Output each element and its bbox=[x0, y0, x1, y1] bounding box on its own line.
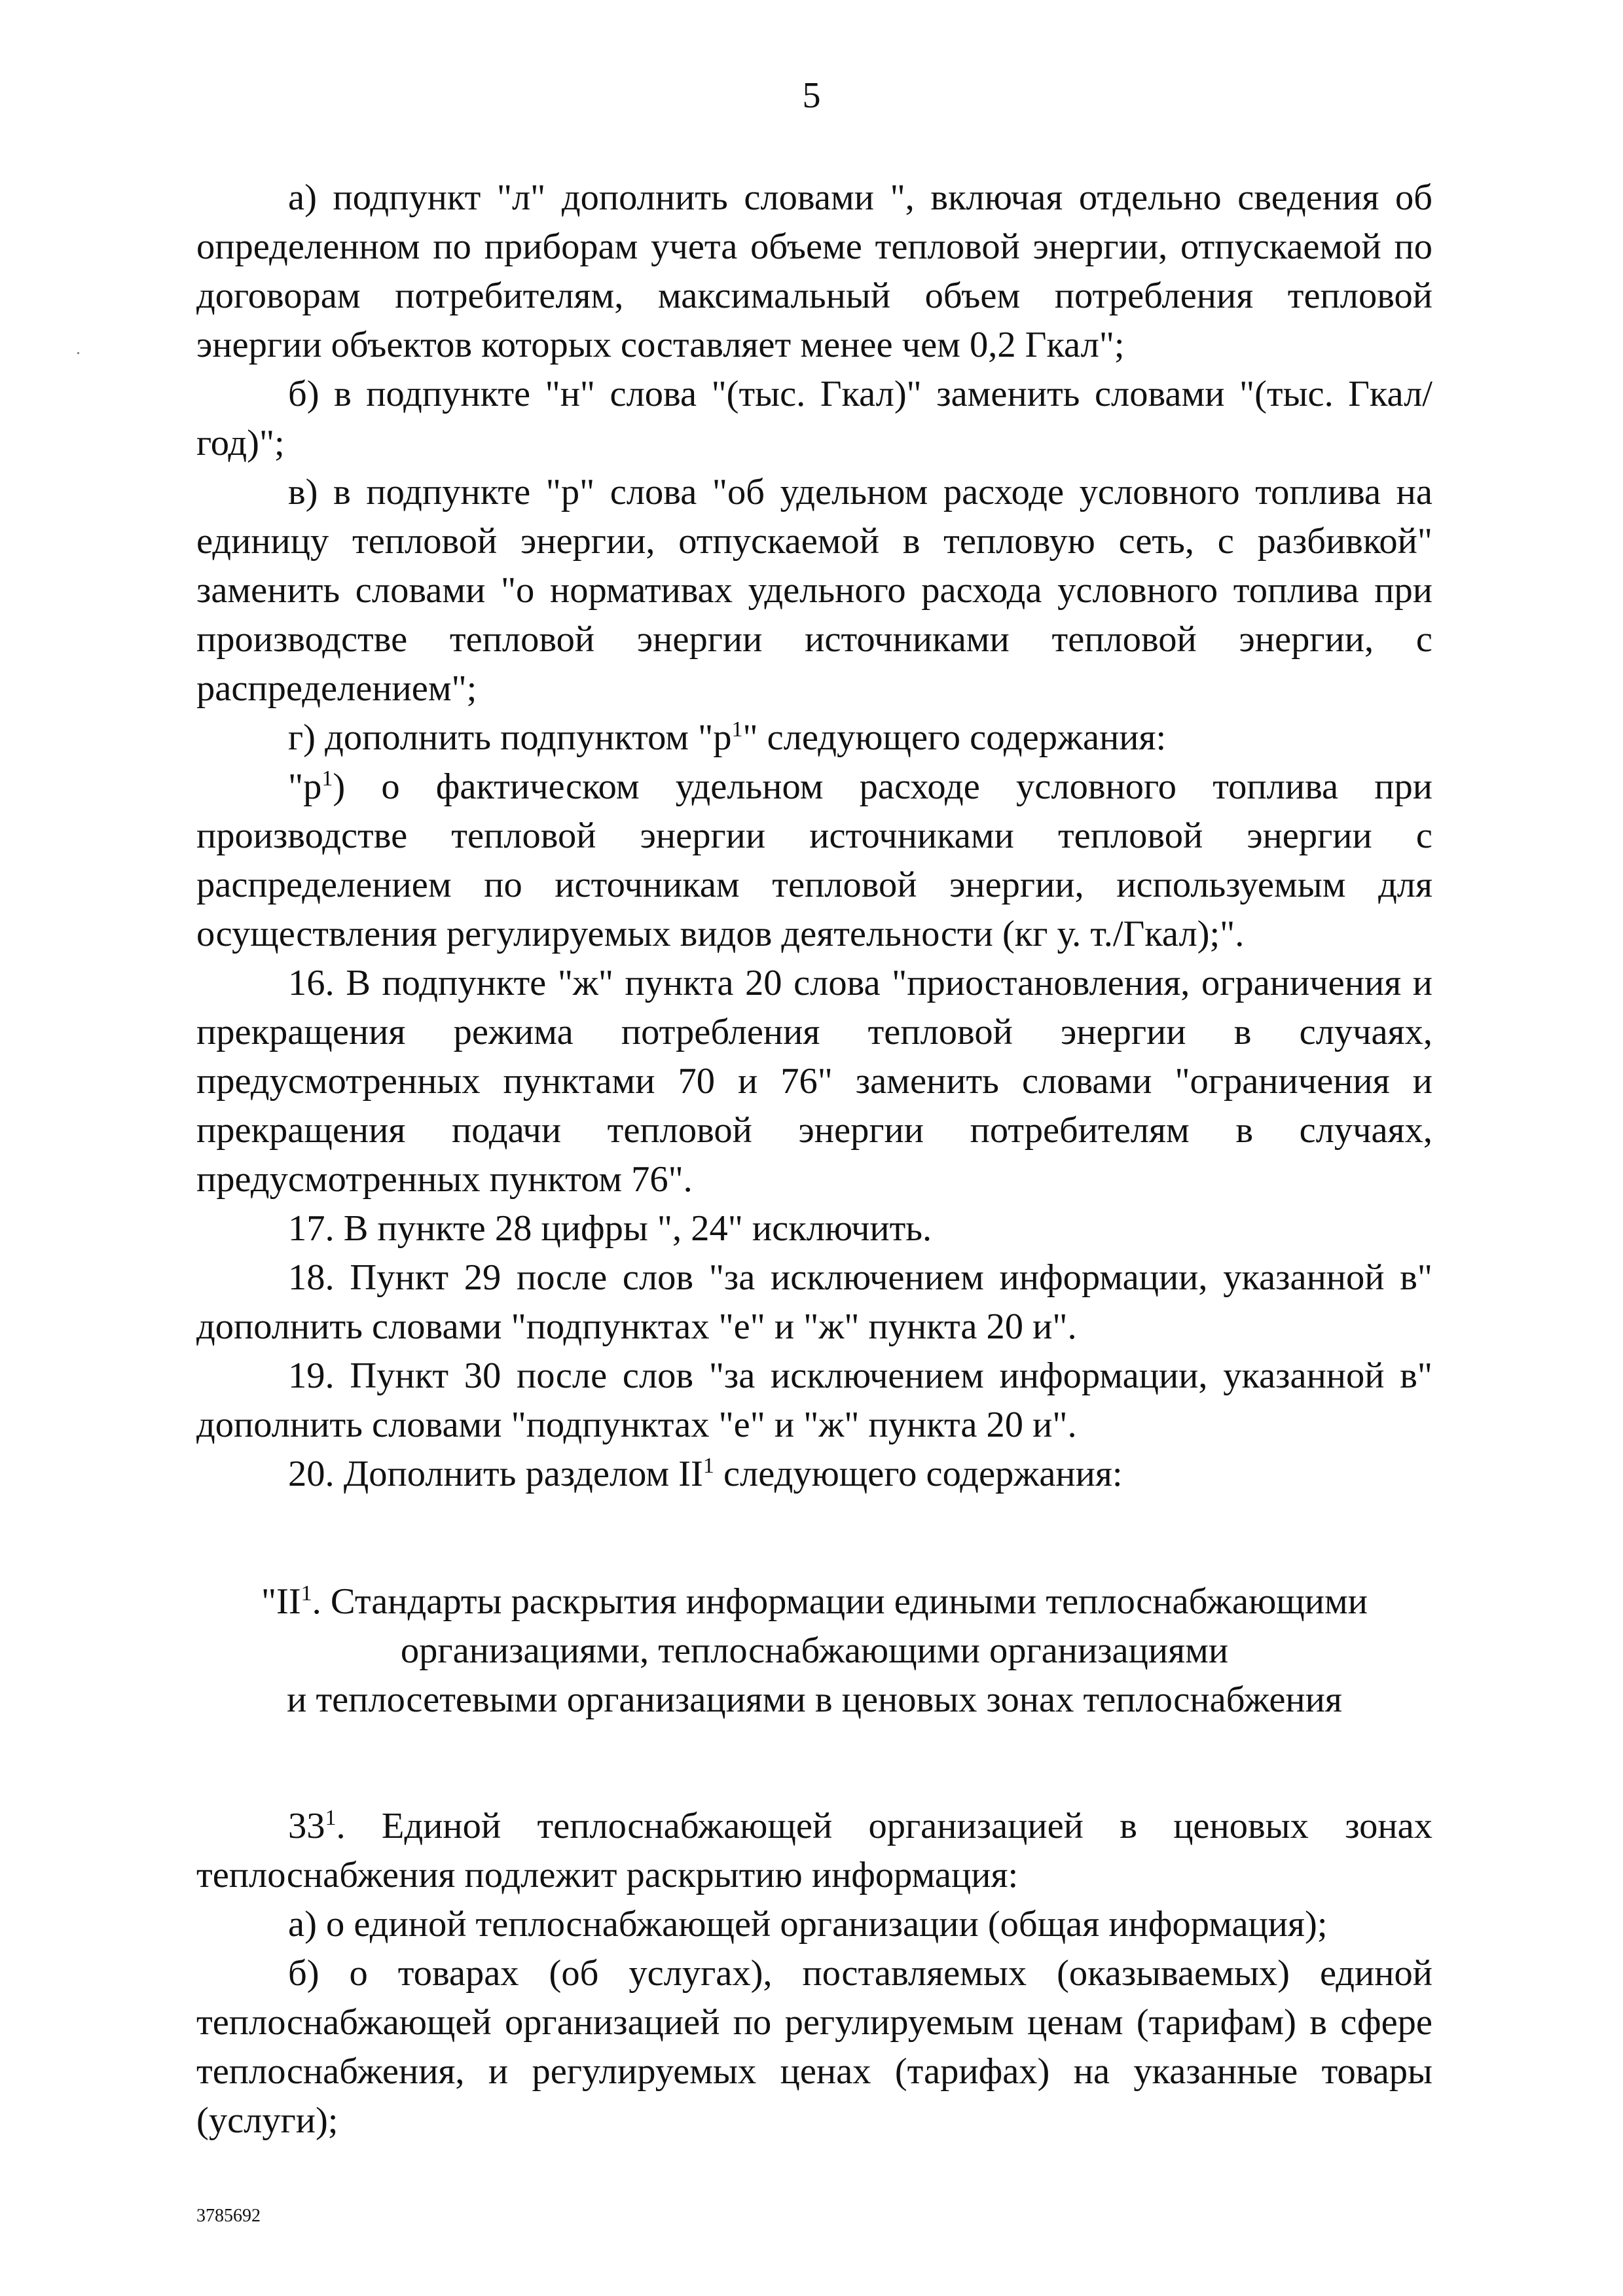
paragraph-33-a: а) о единой теплоснабжающей организации (общая информация); bbox=[288, 1904, 1328, 1945]
superscript-one: 1 bbox=[731, 717, 743, 742]
paragraph-33-1 bbox=[196, 1802, 1432, 1900]
paragraph-item-17: 17. В пункте 28 цифры ", 24" исключить. bbox=[288, 1208, 932, 1249]
paragraph-b-subpoint-n: б) в подпункте "н" слова "(тыс. Гкал)" заменить словами "(тыс. Гкал/год)"; bbox=[196, 374, 1432, 463]
paragraph-r1-text-end: ) о фактическом удельном расходе условного топлива при производстве тепловой энергии источниками тепловой энергии с распределением по источникам тепловой энергии, используемым для осуществления регулируемых видов деятельности (кг у. т./Гкал);". bbox=[196, 766, 1432, 954]
paragraph-g-add-subpoint bbox=[196, 713, 1432, 762]
paragraph-item-18: 18. Пункт 29 после слов "за исключением информации, указанной в" дополнить словами "подпунктах "е" и "ж" пункта 20 и". bbox=[196, 1257, 1432, 1347]
paragraph-33-number: 33 bbox=[288, 1806, 325, 1846]
heading-line-1-end: . Стандарты раскрытия информации едиными теплоснабжающими bbox=[312, 1581, 1368, 1622]
paragraph-r1-subpoint bbox=[196, 762, 1432, 959]
paragraph-r1-text-start: "р bbox=[288, 766, 322, 807]
section-heading-line-3: и теплосетевыми организациями в ценовых зонах теплоснабжения bbox=[287, 1679, 1342, 1720]
paragraph-v-subpoint-r: в) в подпункте "р" слова "об удельном расходе условного топлива на единицу тепловой энергии, отпускаемой в тепловую сеть, с разбивкой" заменить словами "о нормативах удельного расхода условного топлива при производстве тепловой энергии источниками тепловой энергии, с распределением"; bbox=[196, 472, 1432, 709]
paragraph-20-text-start: 20. Дополнить разделом II bbox=[288, 1454, 703, 1494]
paragraph-g-text-start: г) дополнить подпунктом "р bbox=[288, 717, 732, 758]
paragraph-20-text-end: следующего содержания: bbox=[714, 1454, 1123, 1494]
scan-speck bbox=[77, 352, 79, 354]
heading-line-1-start: "II bbox=[261, 1581, 301, 1622]
paragraph-item-20 bbox=[196, 1450, 1432, 1499]
superscript-one: 1 bbox=[325, 1806, 337, 1831]
paragraph-33-b: б) о товарах (об услугах), поставляемых (оказываемых) единой теплоснабжающей организацией по регулируемым ценам (тарифам) в сфере теплоснабжения, и регулируемых ценах (тарифах) на указанные товары (услуги); bbox=[196, 1953, 1432, 2141]
document-code: 3785692 bbox=[196, 2206, 261, 2226]
superscript-one: 1 bbox=[321, 766, 333, 791]
paragraph-item-19: 19. Пункт 30 после слов "за исключением информации, указанной в" дополнить словами "подпунктах "е" и "ж" пункта 20 и". bbox=[196, 1355, 1432, 1445]
section-heading-line-2: организациями, теплоснабжающими организациями bbox=[400, 1630, 1229, 1671]
paragraph-33-text: . Единой теплоснабжающей организацией в ценовых зонах теплоснабжения подлежит раскрытию информация: bbox=[196, 1806, 1432, 1895]
superscript-one: 1 bbox=[301, 1581, 312, 1606]
section-heading-line-1 bbox=[196, 1577, 1432, 1626]
document-body bbox=[196, 173, 1432, 2145]
paragraph-a-subpoint-l: а) подпункт "л" дополнить словами ", включая отдельно сведения об определенном по приборам учета объеме тепловой энергии, отпускаемой по договорам потребителям, максимальный объем потребления тепловой энергии объектов которых составляет менее чем 0,2 Гкал"; bbox=[196, 177, 1432, 365]
superscript-one: 1 bbox=[702, 1454, 714, 1479]
paragraph-g-text-end: " следующего содержания: bbox=[742, 717, 1167, 758]
page-number: 5 bbox=[802, 75, 821, 116]
paragraph-item-16: 16. В подпункте "ж" пункта 20 слова "приостановления, ограничения и прекращения режима потребления тепловой энергии в случаях, предусмотренных пунктами 70 и 76" заменить словами "ограничения и прекращения подачи тепловой энергии потребителям в случаях, предусмотренных пунктом 76". bbox=[196, 963, 1432, 1200]
section-heading bbox=[196, 1577, 1432, 1725]
